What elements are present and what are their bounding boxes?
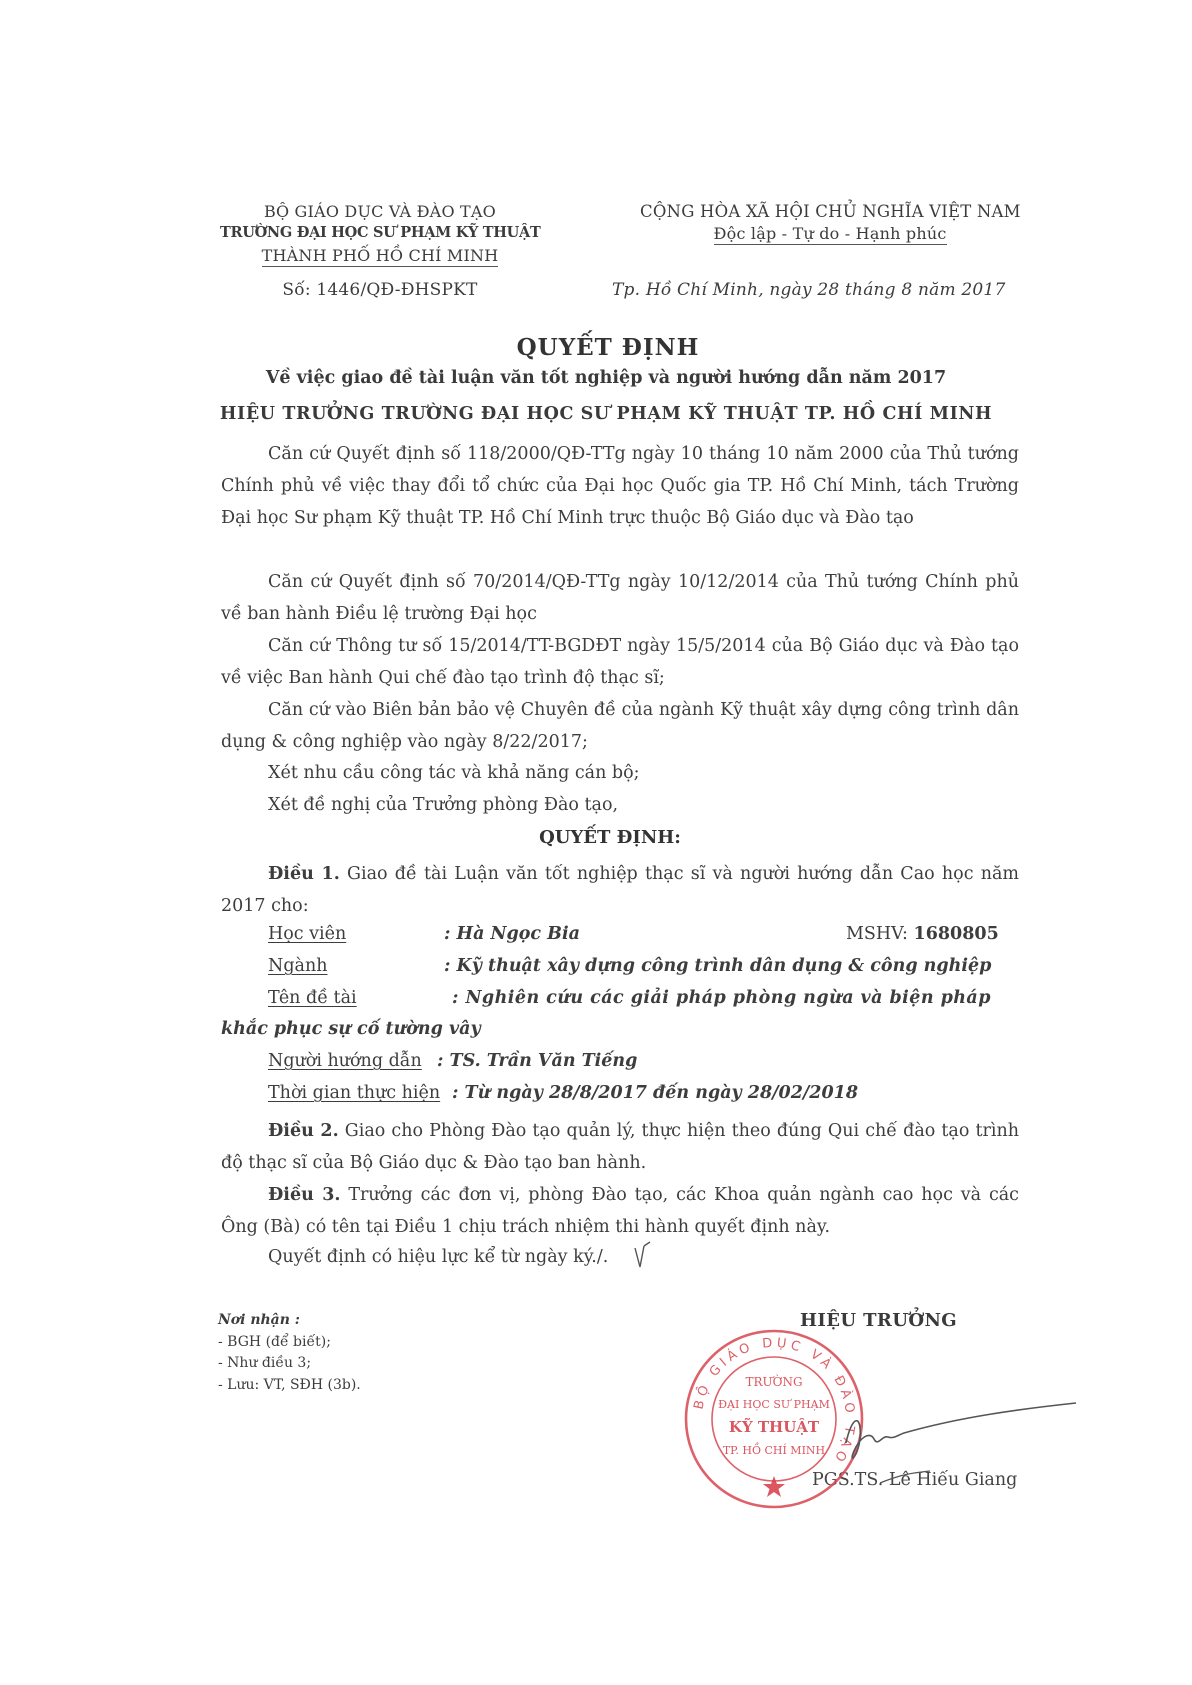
signer-position: HIỆU TRƯỞNG	[800, 1310, 958, 1331]
basis-2: Căn cứ Quyết định số 70/2014/QĐ-TTg ngày 10/12/2014 của Thủ tướng Chính phủ về ban hành Điều lệ trường Đại học	[221, 572, 1019, 624]
article-3-label: Điều 3.	[268, 1185, 341, 1205]
topic-label: Tên đề tài	[268, 988, 357, 1008]
document-subject: Về việc giao đề tài luận văn tốt nghiệp và người hướng dẫn năm 2017	[265, 368, 947, 388]
signature	[840, 1395, 1080, 1485]
basis-6: Xét đề nghị của Trưởng phòng Đào tạo,	[268, 795, 619, 815]
document-title: QUYẾT ĐỊNH	[516, 334, 700, 361]
basis-5: Xét nhu cầu công tác và khả năng cán bộ;	[268, 763, 640, 783]
article-2	[221, 1115, 1019, 1179]
article-1-text: Giao đề tài Luận văn tốt nghiệp thạc sĩ và người hướng dẫn Cao học năm 2017 cho:	[221, 864, 1020, 916]
national-motto	[640, 224, 1020, 243]
national-motto-text: Độc lập - Tự do - Hạnh phúc	[713, 224, 947, 243]
article-3-text: Trưởng các đơn vị, phòng Đào tạo, các Khoa quản ngành cao học và các Ông (Bà) có tên tại Điều 1 chịu trách nhiệm thi hành quyết định này.	[221, 1185, 1019, 1237]
recipient-1: - BGH (để biết);	[218, 1334, 331, 1350]
major-value: : Kỹ thuật xây dựng công trình dân dụng & công nghiệp	[444, 956, 992, 976]
republic-name: CỘNG HÒA XÃ HỘI CHỦ NGHĨA VIỆT NAM	[640, 202, 1021, 221]
recipient-2: - Như điều 3;	[218, 1355, 312, 1371]
period-value: : Từ ngày 28/8/2017 đến ngày 28/02/2018	[452, 1083, 859, 1103]
seal-line-3: KỸ THUẬT	[728, 1418, 820, 1436]
article-1-label: Điều 1.	[268, 864, 340, 884]
article-2-label: Điều 2.	[268, 1121, 339, 1141]
decision-heading: QUYẾT ĐỊNH:	[539, 827, 681, 848]
student-id-label: MSHV:	[846, 924, 914, 944]
ministry-name: BỘ GIÁO DỤC VÀ ĐÀO TẠO	[264, 202, 496, 221]
article-3	[221, 1179, 1019, 1243]
document-number: Số: 1446/QĐ-ĐHSPKT	[282, 280, 478, 300]
signer-name: PGS.TS. Lê Hiếu Giang	[812, 1470, 1018, 1490]
school-city-text: THÀNH PHỐ HỒ CHÍ MINH	[261, 246, 499, 265]
article-1	[221, 858, 1019, 922]
student-label: Học viên	[268, 924, 347, 944]
article-2-text: Giao cho Phòng Đào tạo quản lý, thực hiện theo đúng Qui chế đào tạo trình độ thạc sĩ của Bộ Giáo dục & Đào tạo ban hành.	[221, 1121, 1019, 1173]
school-name: TRƯỜNG ĐẠI HỌC SƯ PHẠM KỸ THUẬT	[220, 224, 541, 241]
seal-line-2: ĐẠI HỌC SƯ PHẠM	[718, 1398, 830, 1411]
seal-line-4: TP. HỒ CHÍ MINH	[722, 1444, 826, 1457]
basis-4: Căn cứ vào Biên bản bảo vệ Chuyên đề của ngành Kỹ thuật xây dựng công trình dân dụng & công nghiệp vào ngày 8/22/2017;	[221, 700, 1019, 752]
issuing-authority: HIỆU TRƯỞNG TRƯỜNG ĐẠI HỌC SƯ PHẠM KỸ THUẬT TP. HỒ CHÍ MINH	[219, 404, 993, 424]
initial-mark	[632, 1240, 654, 1270]
basis-3: Căn cứ Thông tư số 15/2014/TT-BGDĐT ngày 15/5/2014 của Bộ Giáo dục và Đào tạo về việc Ban hành Qui chế đào tạo trình độ thạc sĩ;	[221, 636, 1019, 688]
advisor-value: : TS. Trần Văn Tiếng	[437, 1051, 638, 1071]
topic-value-continued: khắc phục sự cố tường vây	[221, 1019, 481, 1039]
school-city	[230, 246, 530, 265]
recipient-3: - Lưu: VT, SĐH (3b).	[218, 1377, 361, 1393]
seal-ring-text: BỘ GIÁO DỤC VÀ ĐÀO TẠO	[691, 1335, 858, 1468]
student-id-value: 1680805	[913, 924, 999, 944]
major-label: Ngành	[268, 956, 328, 976]
basis-1: Căn cứ Quyết định số 118/2000/QĐ-TTg ngày 10 tháng 10 năm 2000 của Thủ tướng Chính phủ về việc thay đổi tổ chức của Đại học Quốc gia TP. Hồ Chí Minh, tách Trường Đại học Sư phạm Kỹ thuật TP. Hồ Chí Minh trực thuộc Bộ Giáo dục và Đào tạo	[221, 444, 1019, 528]
official-seal	[683, 1328, 865, 1510]
period-label: Thời gian thực hiện	[268, 1083, 441, 1103]
advisor-label: Người hướng dẫn	[268, 1051, 422, 1071]
student-id	[846, 924, 999, 944]
recipients-title: Nơi nhận :	[218, 1312, 300, 1328]
issue-date: Tp. Hồ Chí Minh, ngày 28 tháng 8 năm 2017	[612, 280, 1006, 300]
student-value: : Hà Ngọc Bia	[444, 924, 580, 944]
effective-clause: Quyết định có hiệu lực kể từ ngày ký./.	[268, 1247, 609, 1267]
topic-value: : Nghiên cứu các giải pháp phòng ngừa và biện pháp	[452, 988, 991, 1008]
seal-line-1: TRƯỜNG	[745, 1375, 803, 1389]
